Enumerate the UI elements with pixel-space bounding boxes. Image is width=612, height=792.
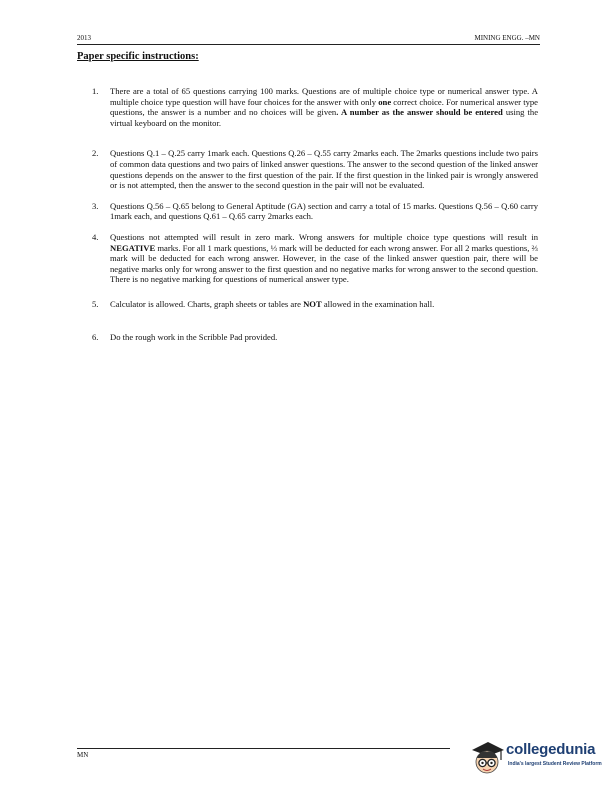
header-year: 2013: [77, 34, 91, 42]
instruction-item-4: [92, 232, 538, 285]
instruction-item-6: [92, 332, 538, 343]
footer-divider: [77, 748, 450, 749]
item-number: 4.: [92, 231, 99, 242]
instruction-item-3: [92, 201, 538, 222]
instruction-item-1: [92, 86, 538, 128]
collegedunia-logo: [468, 738, 608, 778]
instruction-item-5: [92, 299, 538, 310]
page-title: Paper specific instructions:: [77, 51, 199, 62]
item-number: 2.: [92, 148, 99, 159]
item-text: Questions not attempted will result in zero mark. Wrong answers for multiple choice type questions will result in NEGATIVE marks. For all 1 mark questions, ⅓ mark will be deducted for each wrong answer. For all 2 marks questions, ⅔ mark will be deducted for each wrong answer. However, in the case of the linked answer question pair, there will be negative marks only for wrong answer to the first question and no negative marks for wrong answer to the second question. There is no negative marking for questions of numerical answer type.: [110, 231, 538, 285]
header-divider: [77, 44, 540, 45]
logo-tagline: India's largest Student Review Platform: [508, 761, 602, 767]
header-paper-code: MINING ENGG. –MN: [474, 34, 540, 42]
item-text: Do the rough work in the Scribble Pad provided.: [110, 331, 278, 342]
item-number: 6.: [92, 331, 99, 342]
mascot-icon: [468, 738, 506, 778]
instructions-list: [92, 86, 538, 342]
item-text: Questions Q.56 – Q.65 belong to General Aptitude (GA) section and carry a total of 15 marks. Questions Q.56 – Q.60 carry 1mark each, and questions Q.61 – Q.65 carry 2marks each.: [110, 200, 538, 222]
item-number: 1.: [92, 86, 99, 96]
instruction-item-2: [92, 148, 538, 190]
item-text: Calculator is allowed. Charts, graph sheets or tables are NOT allowed in the examination hall.: [110, 298, 435, 309]
footer-paper-code: MN: [77, 751, 89, 759]
item-number: 3.: [92, 200, 99, 211]
item-text: Questions Q.1 – Q.25 carry 1mark each. Questions Q.26 – Q.55 carry 2marks each. The 2marks questions include two pairs of common data questions and two pairs of linked answer questions. The answer to the second question of the linked answer questions depends on the answer to the first question of the pair. If the first question in the linked pair is wrongly answered or is not attempted, then the answer to the second question in the pair will not be evaluated.: [110, 148, 538, 191]
item-text: There are a total of 65 questions carrying 100 marks. Questions are of multiple choice type or numerical answer type. A multiple choice type question will have four choices for the answer with only one correct choice. For numerical answer type questions, the answer is a number and no choices will be given. A number as the answer should be entered using the virtual keyboard on the monitor.: [110, 86, 539, 128]
item-number: 5.: [92, 298, 99, 309]
logo-name: collegedunia: [506, 741, 596, 758]
